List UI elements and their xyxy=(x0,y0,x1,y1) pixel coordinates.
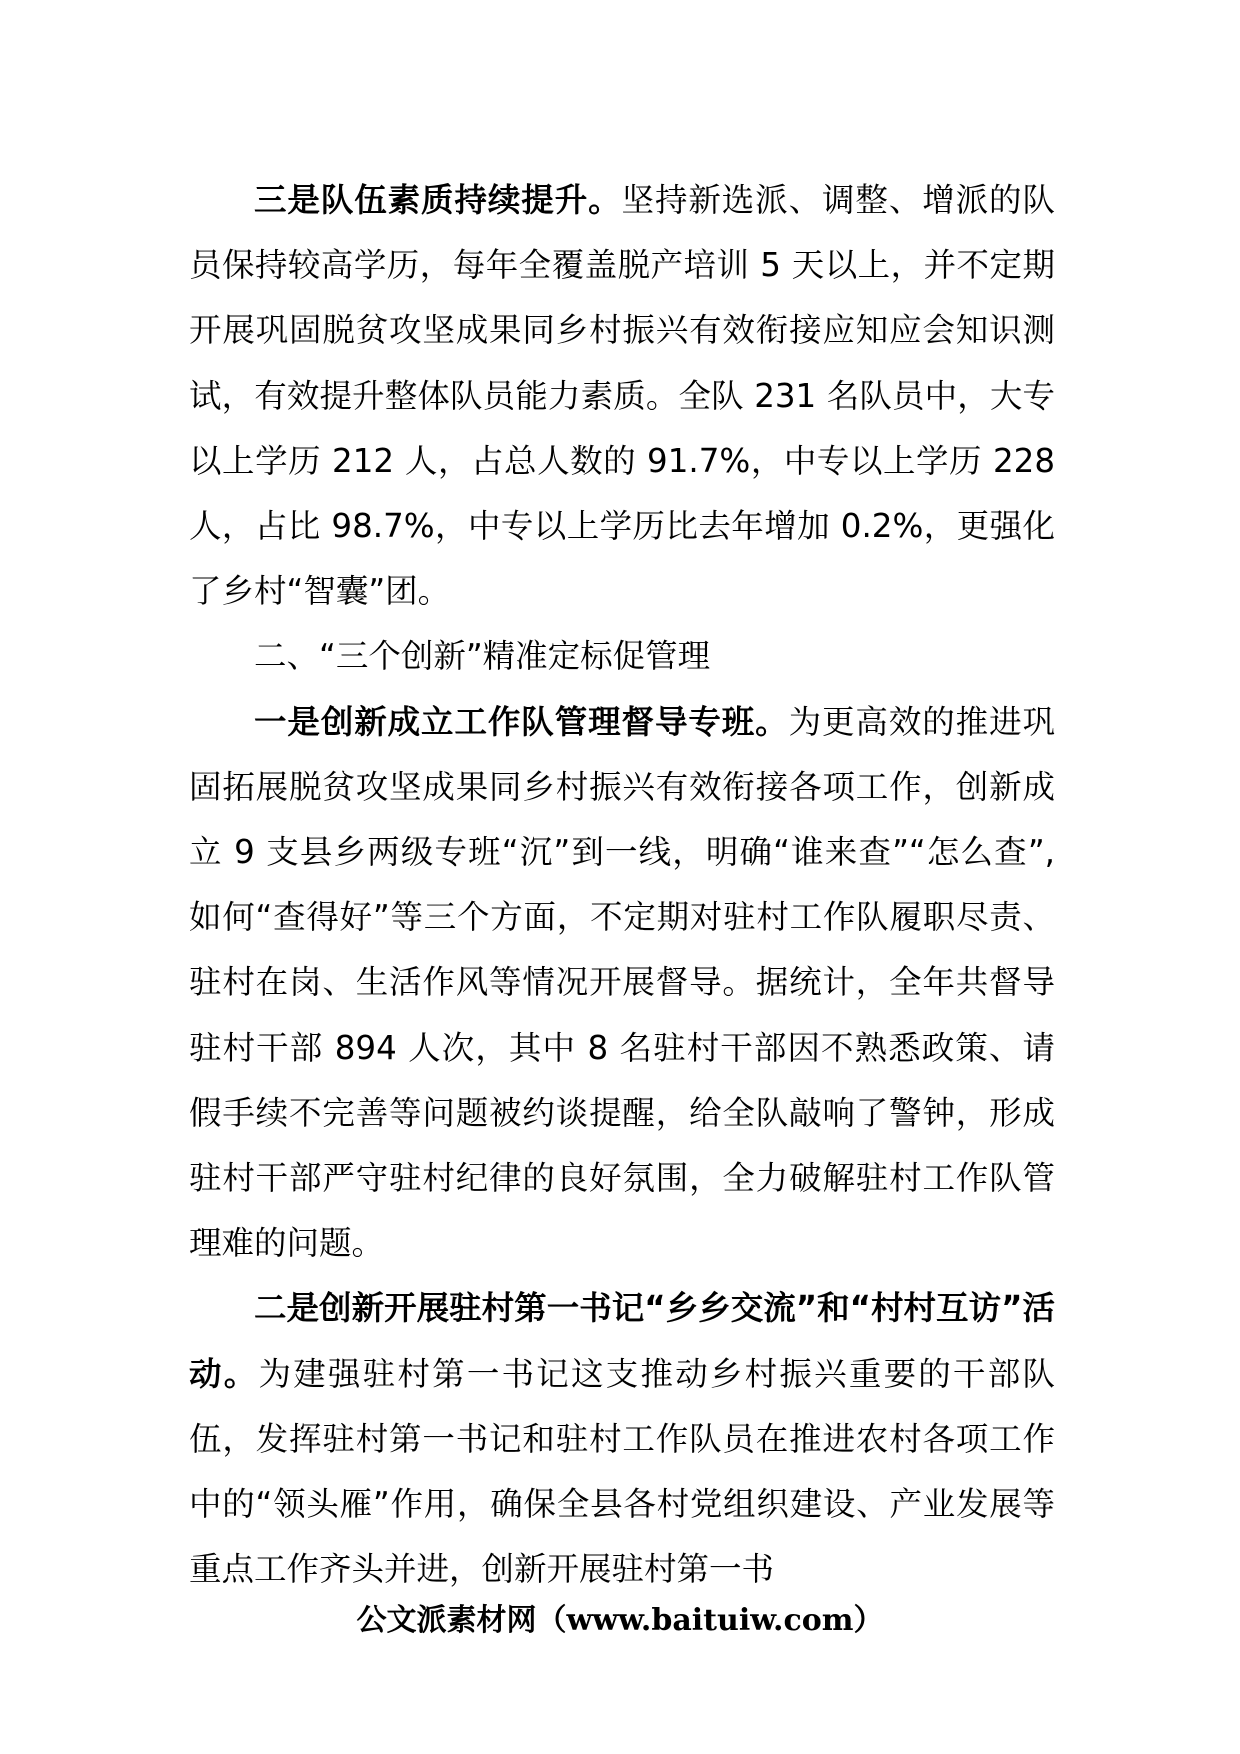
paragraph-supervision-team xyxy=(189,690,1055,1277)
paragraph-lead: 一是创新成立工作队管理督导专班。 xyxy=(254,702,789,741)
section-heading: 二、“三个创新”精准定标促管理 xyxy=(254,637,711,676)
document-body xyxy=(189,168,1055,1602)
paragraph-exchange-activity xyxy=(189,1276,1055,1602)
paragraph-team-quality xyxy=(189,168,1055,624)
paragraph-lead: 三是队伍素质持续提升。 xyxy=(254,181,622,219)
paragraph-text: 为更高效的推进巩固拓展脱贫攻坚成果同乡村振兴有效衔接各项工作，创新成立 9 支县乡两级专班“沉”到一线，明确“谁来查”“怎么查”,如何“查得好”等三个方面，不定期对驻村工作队履职尽责、驻村在岗、生活作风等情况开展督导。据统计，全年共督导驻村干部 894 人次，其中 8 名驻村干部因不熟悉政策、请假手续不完善等问题被约谈提醒，给全队敲响了警钟，形成驻村干部严守驻村纪律的良好氛围，全力破解驻村工作队管理难的问题。 xyxy=(189,702,1055,1263)
page-footer: 公文派素材网（www.baituiw.com） xyxy=(356,1603,884,1638)
paragraph-lead: 二是创新开展驻村第一书记“乡乡交流”和“村村互访”活动。 xyxy=(189,1289,1055,1393)
paragraph-text: 为建强驻村第一书记这支推动乡村振兴重要的干部队伍，发挥驻村第一书记和驻村工作队员在推进农村各项工作中的“领头雁”作用，确保全县各村党组织建设、产业发展等重点工作齐头并进，创新开展驻村第一书 xyxy=(189,1354,1055,1589)
paragraph-text: 坚持新选派、调整、增派的队员保持较高学历，每年全覆盖脱产培训 5 天以上，并不定期开展巩固脱贫攻坚成果同乡村振兴有效衔接应知应会知识测试，有效提升整体队员能力素质。全队 231 名队员中，大专以上学历 212 人，占总人数的 91.7%，中专以上学历 228 人，占比 98.7%，中专以上学历比去年增加 0.2%，更强化了乡村“智囊”团。 xyxy=(189,181,1055,611)
